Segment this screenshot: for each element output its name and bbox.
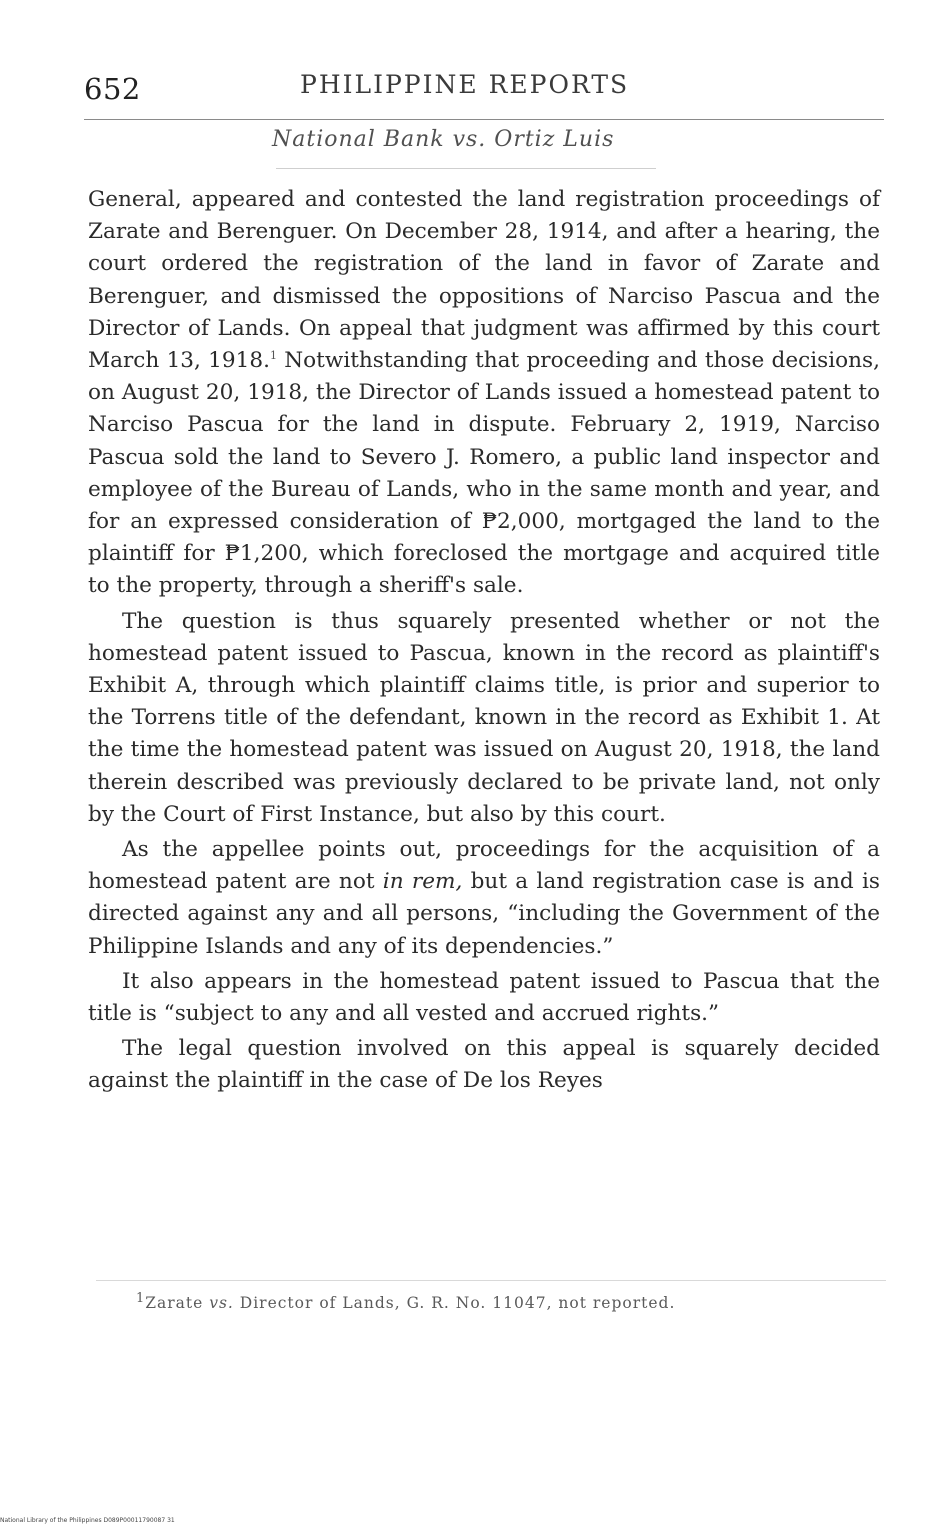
paragraph-2: The question is thus squarely presented whether or not the homestead patent issued to Pascua, known in the record as plaintiff's Exhibit A, through which plaintiff claims title, is prior and superior to the Torrens title of the defendant, known in the record as Exhibit 1. At the time the homestead patent was issued on August 20, 1918, the land therein described was previously declared to be private land, not only by the Court of First Instance, but also by this court. xyxy=(88,608,880,827)
running-head: PHILIPPINE REPORTS xyxy=(300,70,630,99)
paragraph-1-part-b: Notwithstanding that proceeding and those decisions, on August 20, 1918, the Director of Lands issued a homestead patent to Narciso Pascua for the land in dispute. February 2, 1919, Narciso Pascua sold the land to Severo J. Romero, a public land inspector and employee of the Bureau of Lands, who in the same month and year, and for an expressed consideration of ₱2,000, mortgaged the land to the plaintiff for ₱1,200, which foreclosed the mortgage and acquired title to the property, through a sheriff's sale. xyxy=(88,348,880,599)
footnote-reference: 1 xyxy=(270,348,277,362)
header-rule xyxy=(84,119,884,120)
footnote-text-a: Zarate xyxy=(145,1294,210,1313)
scan-stamp: National Library of the Philippines D089P00011790087 31 xyxy=(0,1517,175,1524)
paragraph-3-part-b: but a land registration case is and is directed against any and all persons, “including the Government of the Philippine Islands and any of its dependencies.” xyxy=(88,869,880,959)
footnote-rule xyxy=(96,1280,886,1281)
footnote-mark: 1 xyxy=(136,1291,146,1306)
footnote-text-b: Director of Lands, G. R. No. 11047, not reported. xyxy=(233,1294,676,1313)
paragraph-3-part-a: As the appellee points out, proceedings for the acquisition of a homestead patent are not xyxy=(88,837,880,895)
paragraph-5: The legal question involved on this appeal is squarely decided against the plaintiff in the case of De los Reyes xyxy=(88,1036,880,1094)
opinion-body xyxy=(88,184,880,1098)
paragraph-1-part-a: General, appeared and contested the land registration proceedings of Zarate and Berenguer. On December 28, 1914, and after a hearing, the court ordered the registration of the land in favor of Zarate and Berenguer, and dismissed the oppositions of Narciso Pascua and the Director of Lands. On appeal that judgment was affirmed by this court March 13, 1918. xyxy=(88,187,880,374)
paragraph-3-latin-term: in rem, xyxy=(382,869,463,895)
page-number: 652 xyxy=(84,72,141,106)
paragraph-1 xyxy=(88,184,880,603)
case-title: National Bank vs. Ortiz Luis xyxy=(272,127,615,152)
footnote xyxy=(136,1291,675,1312)
paragraph-3 xyxy=(88,834,880,963)
footnote-text-italic: vs. xyxy=(209,1294,234,1313)
paragraph-4: It also appears in the homestead patent issued to Pascua that the title is “subject to any and all vested and accrued rights.” xyxy=(88,968,880,1027)
case-title-rule xyxy=(276,168,656,169)
